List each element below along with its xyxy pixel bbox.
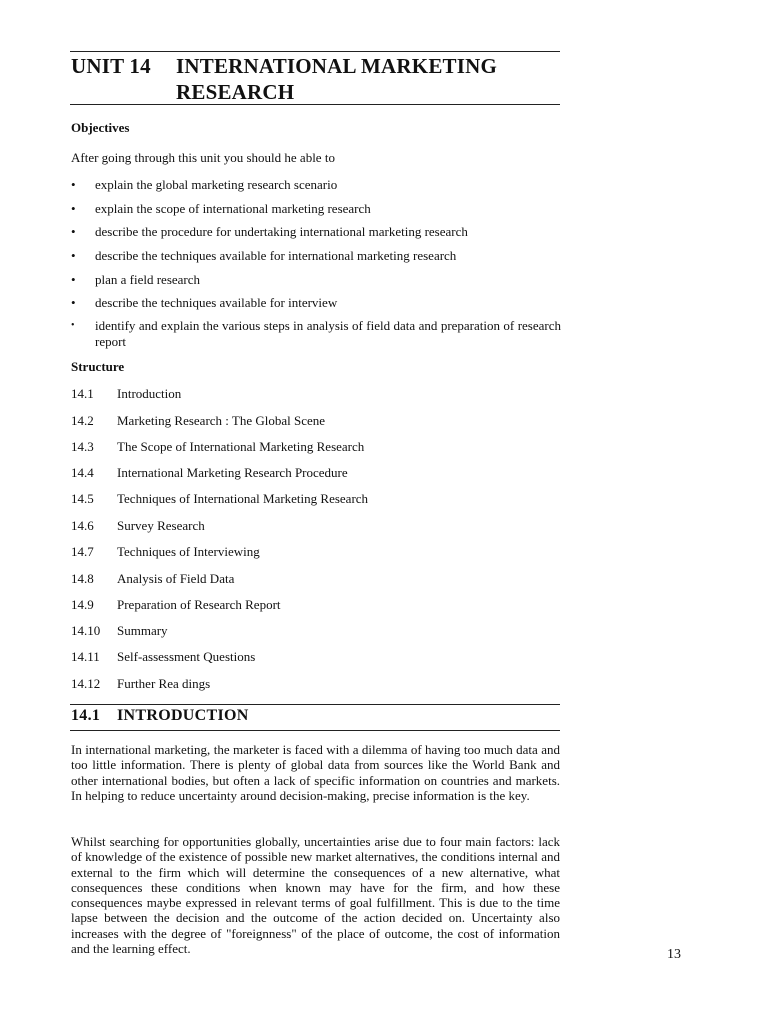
toc-item: 14.10 Summary [71, 623, 168, 638]
bullet-icon: • [71, 177, 76, 192]
structure-heading: Structure [71, 359, 125, 374]
unit-title [71, 53, 497, 105]
top-rule [70, 51, 560, 52]
objective-item: • plan a field research [71, 272, 201, 287]
page-number: 13 [667, 947, 681, 962]
toc-item: 14.8 Analysis of Field Data [71, 571, 235, 586]
toc-item: 14.3 The Scope of International Marketing Research [71, 439, 365, 454]
toc-item: 14.4 International Marketing Research Procedure [71, 465, 348, 480]
toc-item: 14.1 Introduction [71, 386, 182, 401]
toc-item: 14.6 Survey Research [71, 518, 205, 533]
bullet-icon: • [71, 201, 76, 216]
unit-title-line2: RESEARCH [176, 80, 295, 104]
objective-item: • identify and explain the various steps in analysis of field data and preparation of research report [71, 318, 561, 349]
objective-item: • describe the techniques available for international marketing research [71, 248, 457, 263]
toc-item: 14.11 Self-assessment Questions [71, 649, 256, 664]
objectives-intro: After going through this unit you should he able to [71, 150, 335, 165]
unit-title-line1: INTERNATIONAL MARKETING [176, 54, 498, 78]
toc-item: 14.2 Marketing Research : The Global Scene [71, 413, 326, 428]
bullet-icon: • [71, 320, 75, 331]
toc-item: 14.5 Techniques of International Marketing Research [71, 491, 369, 506]
section-title: 14.1 INTRODUCTION [71, 707, 249, 724]
bullet-icon: • [71, 224, 76, 239]
toc-item: 14.9 Preparation of Research Report [71, 597, 281, 612]
unit-number: UNIT 14 [71, 54, 151, 78]
intro-paragraph-2: Whilst searching for opportunities globally, uncertainties arise due to four main factors: lack of knowledge of the existence of possible new market alternatives, the conditions internal and external to the firm which will determine the consequences of a new alternative, what consequences these conditions when known may have for the firm, and how these consequences maybe expressed in relevant terms of goal fulfillment. This is due to the time lapse between the decision and the outcome of the action decided on. Uncertainty also increases with the degree of "foreignness" of the place of outcome, the cost of information and the learning effect. [71, 834, 560, 957]
objective-item: • explain the scope of international marketing research [71, 201, 371, 216]
intro-paragraph-1: In international marketing, the marketer is faced with a dilemma of having too much data and too little information. There is plenty of global data from sources like the World Bank and other international bodies, but often a lack of specific information on countries and markets. In helping to reduce uncertainty around decision-making, precise information is the key. [71, 742, 560, 803]
section-bottom-rule [70, 730, 560, 731]
objectives-heading: Objectives [71, 120, 130, 135]
toc-item: 14.12 Further Rea dings [71, 676, 211, 691]
toc-item: 14.7 Techniques of Interviewing [71, 544, 260, 559]
section-top-rule [70, 704, 560, 705]
objective-item: • explain the global marketing research scenario [71, 177, 338, 192]
bullet-icon: • [71, 272, 76, 287]
bullet-icon: • [71, 295, 76, 310]
objective-item: • describe the procedure for undertaking international marketing research [71, 224, 468, 239]
bullet-icon: • [71, 248, 76, 263]
title-bottom-rule [70, 104, 560, 105]
objective-item: • describe the techniques available for interview [71, 295, 338, 310]
